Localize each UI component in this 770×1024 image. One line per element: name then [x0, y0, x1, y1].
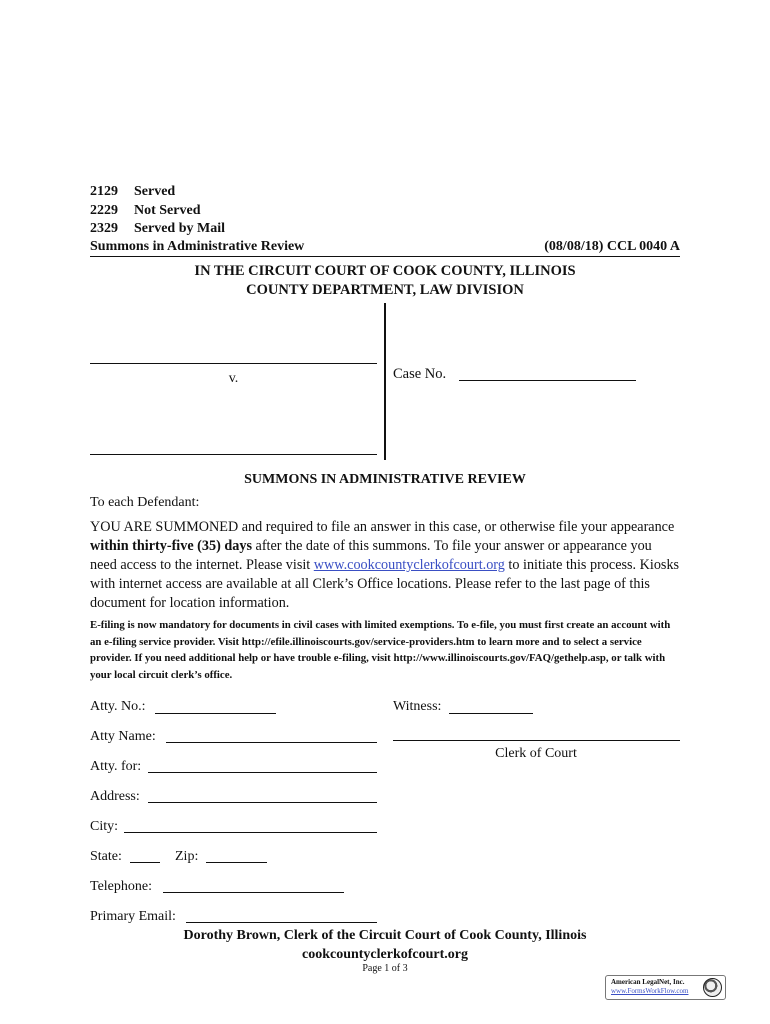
address-label: Address:	[90, 789, 140, 804]
atty-no-label: Atty. No.:	[90, 699, 146, 714]
legalnet-badge[interactable]	[605, 975, 726, 1000]
versus-label: v.	[228, 371, 239, 386]
deadline-text: within thirty-five (35) days	[90, 538, 252, 554]
plaintiff-line[interactable]	[90, 363, 377, 364]
status-codes	[90, 183, 225, 239]
form-header	[90, 239, 680, 257]
summons-body: YOU ARE SUMMONED and required to file an answer in this case, or otherwise file your appearance within thirty-five (35) days after the date of this summons. To file your answer or appearance you need access to the internet. Please visit www.cookcountyclerkofcourt.org to initiate this process. Kiosks with internet access are available at all Clerk’s Office locations. Please refer to the last page of this document for location information.	[90, 519, 680, 611]
clerk-signature-line[interactable]	[393, 740, 680, 741]
telephone-field[interactable]	[163, 892, 344, 893]
address-field[interactable]	[148, 802, 377, 803]
city-field[interactable]	[124, 832, 377, 833]
atty-name-label: Atty Name:	[90, 729, 156, 744]
state-field[interactable]	[130, 862, 160, 863]
email-field[interactable]	[186, 922, 377, 923]
code-row: 2129 Served	[90, 184, 176, 199]
code-row: 2329 Served by Mail	[90, 221, 225, 236]
code-row: 2229 Not Served	[90, 202, 201, 218]
clerk-name-footer: Dorothy Brown, Clerk of the Circuit Court of Cook County, Illinois	[183, 928, 587, 943]
atty-for-label: Atty. for:	[90, 759, 142, 774]
atty-name-field[interactable]	[166, 742, 377, 743]
badge-link[interactable]: www.FormsWorkFlow.com	[611, 987, 689, 995]
email-label: Primary Email:	[90, 909, 176, 924]
court-line-2: COUNTY DEPARTMENT, LAW DIVISION	[246, 282, 524, 298]
court-heading	[90, 262, 680, 300]
witness-field[interactable]	[449, 713, 533, 714]
case-no-field[interactable]	[459, 380, 636, 381]
zip-field[interactable]	[206, 862, 267, 863]
defendant-line[interactable]	[90, 454, 377, 455]
clerk-website-footer: cookcountyclerkofcourt.org	[301, 947, 469, 962]
form-number: (08/08/18) CCL 0040 A	[544, 239, 680, 254]
state-label: State:	[90, 849, 122, 864]
document-title: SUMMONS IN ADMINISTRATIVE REVIEW	[244, 472, 526, 487]
city-label: City:	[90, 819, 119, 834]
caption-divider	[384, 303, 386, 460]
atty-no-field[interactable]	[155, 713, 276, 714]
salutation: To each Defendant:	[90, 495, 200, 510]
atty-for-field[interactable]	[148, 772, 377, 773]
witness-label: Witness:	[393, 699, 442, 714]
badge-company: American LegalNet, Inc.	[611, 978, 685, 986]
clerk-website-link[interactable]: www.cookcountyclerkofcourt.org	[313, 557, 505, 573]
zip-label: Zip:	[175, 849, 199, 864]
page-number: Page 1 of 3	[362, 963, 408, 974]
court-line-1: IN THE CIRCUIT COURT OF COOK COUNTY, ILLINOIS	[194, 263, 576, 279]
form-name: Summons in Administrative Review	[90, 239, 305, 254]
globe-icon	[703, 978, 722, 997]
case-no-label: Case No.	[393, 366, 447, 382]
efiling-notice: E-filing is now mandatory for documents in civil cases with limited exemptions. To e-file, you must first create an account with an e-filing service provider. Visit http://efile.illinoiscourts.gov/service-providers.htm to learn more and to select a service provider. If you need additional help or have trouble e-filing, visit http://www.illinoiscourts.gov/FAQ/gethelp.asp, or talk with your local circuit clerk’s office.	[90, 619, 671, 681]
telephone-label: Telephone:	[90, 879, 152, 894]
clerk-of-court-label: Clerk of Court	[495, 746, 577, 761]
